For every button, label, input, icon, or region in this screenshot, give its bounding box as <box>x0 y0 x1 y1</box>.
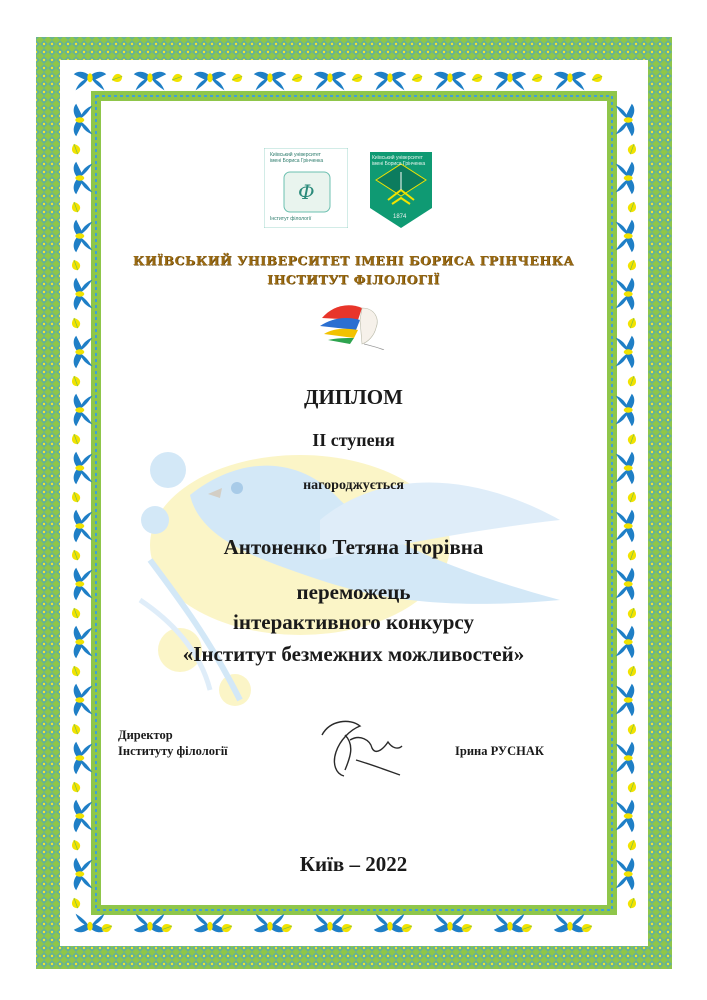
contest-line: інтерактивного конкурсу <box>233 610 474 634</box>
university-name: КИЇВСЬКИЙ УНІВЕРСИТЕТ ІМЕНІ БОРИСА ГРІНЧЕНКА <box>132 253 575 268</box>
director-institute: Інституту філології <box>118 744 228 758</box>
place-date: Київ – 2022 <box>299 852 408 876</box>
winner-label: переможець <box>296 580 411 604</box>
left-logo-footer: Інститут філології <box>270 216 312 222</box>
diploma-title: ДИПЛОМ <box>304 385 403 409</box>
right-logo-caption-2: імені Бориса Грінченка <box>372 161 426 167</box>
colorful-portrait-icon <box>318 298 390 350</box>
university-logo <box>368 150 434 230</box>
director-title: Директор <box>118 728 173 742</box>
institute-philology-logo <box>264 148 348 228</box>
left-logo-caption-2: імені Бориса Грінченка <box>270 158 324 164</box>
left-logo-caption-1: Київський університет <box>270 152 321 158</box>
contest-name: «Інститут безмежних можливостей» <box>182 642 525 666</box>
left-logo-letter: Ф <box>298 180 315 204</box>
awarded-label: нагороджується <box>303 478 404 493</box>
institute-name: ІНСТИТУТ ФІЛОЛОГІЇ <box>267 272 440 287</box>
right-logo-caption-1: Київський університет <box>372 155 423 161</box>
director-name: Ірина РУСНАК <box>455 744 544 758</box>
diploma-degree: ІІ ступеня <box>312 430 395 450</box>
recipient-name: Антоненко Тетяна Ігорівна <box>223 535 484 559</box>
right-logo-year: 1874 <box>393 214 407 220</box>
